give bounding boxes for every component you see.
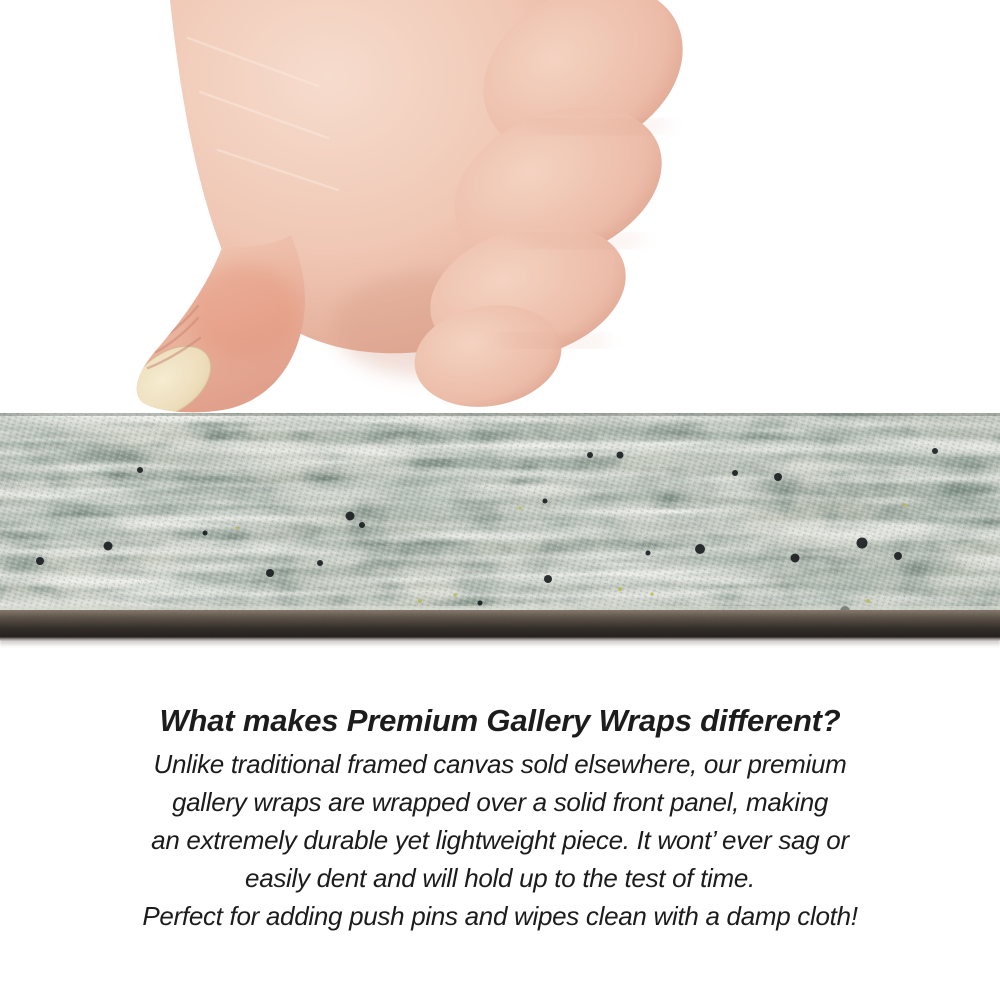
body-line: easily dent and will hold up to the test of time. bbox=[245, 863, 755, 893]
hand-photo bbox=[128, 0, 690, 418]
thumb bbox=[128, 235, 305, 418]
canvas-texture bbox=[0, 413, 1000, 641]
marketing-copy bbox=[0, 697, 1000, 935]
canvas-strip-photo bbox=[0, 413, 1000, 641]
body-line: Unlike traditional framed canvas sold elsewhere, our premium bbox=[153, 749, 847, 779]
body-line: an extremely durable yet lightweight piece. It wont’ ever sag or bbox=[151, 825, 849, 855]
body-line: gallery wraps are wrapped over a solid front panel, making bbox=[171, 787, 829, 817]
panel-dark-edge bbox=[0, 610, 1000, 641]
hand-illustration bbox=[128, 0, 690, 418]
body-line: Perfect for adding push pins and wipes clean with a damp cloth! bbox=[142, 901, 858, 931]
strip-drop-shadow bbox=[0, 640, 1000, 647]
headline: What makes Premium Gallery Wraps different? bbox=[159, 703, 841, 738]
